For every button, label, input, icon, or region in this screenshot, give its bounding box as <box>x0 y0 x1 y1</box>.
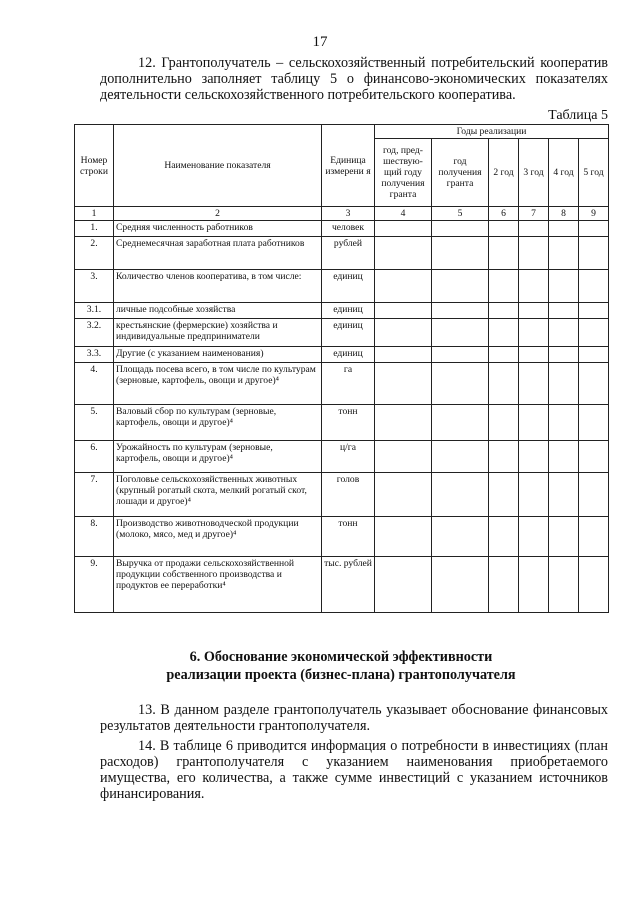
column-number: 7 <box>519 207 549 221</box>
row-number: 3. <box>75 270 114 303</box>
header-indicator: Наименование показателя <box>114 125 322 207</box>
row-unit: ц/га <box>322 441 375 473</box>
row-number: 3.1. <box>75 303 114 319</box>
row-number: 7. <box>75 473 114 517</box>
column-number: 3 <box>322 207 375 221</box>
table-row <box>75 347 609 363</box>
column-number: 2 <box>114 207 322 221</box>
table-row <box>75 303 609 319</box>
table-row <box>75 557 609 613</box>
row-number: 3.3. <box>75 347 114 363</box>
row-unit: тонн <box>322 405 375 441</box>
row-unit: единиц <box>322 319 375 347</box>
column-number: 1 <box>75 207 114 221</box>
header-year-5: 5 год <box>579 139 609 207</box>
row-number: 9. <box>75 557 114 613</box>
row-unit: единиц <box>322 270 375 303</box>
row-indicator: Выручка от продажи сельскохозяйственной продукции собственного производства и продуктов ее переработки⁴ <box>114 557 322 613</box>
row-unit: тыс. рублей <box>322 557 375 613</box>
row-indicator: крестьянские (фермерские) хозяйства и индивидуальные предприниматели <box>114 319 322 347</box>
header-row-number: Номер строки <box>75 125 114 207</box>
row-indicator: Количество членов кооператива, в том числе: <box>114 270 322 303</box>
table-row <box>75 319 609 347</box>
section-6-title <box>74 648 608 684</box>
row-indicator: Среднемесячная заработная плата работников <box>114 237 322 270</box>
table-row <box>75 221 609 237</box>
column-number: 9 <box>579 207 609 221</box>
section-6-title-line2: реализации проекта (бизнес-плана) грантополучателя <box>166 667 516 683</box>
table-5 <box>74 124 609 613</box>
section-6-title-line1: 6. Обоснование экономической эффективности <box>189 649 493 665</box>
header-year-grant: год получения гранта <box>432 139 489 207</box>
column-number: 8 <box>549 207 579 221</box>
paragraph-13: 13. В данном разделе грантополучатель указывает обоснование финансовых результатов деятельности грантополучателя. <box>100 702 608 734</box>
page-number: 17 <box>312 34 328 50</box>
column-number: 4 <box>375 207 432 221</box>
row-unit: единиц <box>322 303 375 319</box>
row-number: 5. <box>75 405 114 441</box>
row-indicator: Другие (с указанием наименования) <box>114 347 322 363</box>
row-unit: тонн <box>322 517 375 557</box>
header-unit: Единица измерени я <box>322 125 375 207</box>
header-years-group: Годы реализации <box>375 125 609 139</box>
table-label: Таблица 5 <box>548 108 608 123</box>
row-unit: человек <box>322 221 375 237</box>
row-number: 6. <box>75 441 114 473</box>
row-number: 1. <box>75 221 114 237</box>
row-unit: рублей <box>322 237 375 270</box>
table-row <box>75 473 609 517</box>
header-year-3: 3 год <box>519 139 549 207</box>
row-unit: га <box>322 363 375 405</box>
row-indicator: Урожайность по культурам (зерновые, картофель, овощи и другое)⁴ <box>114 441 322 473</box>
row-number: 4. <box>75 363 114 405</box>
row-indicator: Производство животноводческой продукции (молоко, мясо, мед и другое)⁴ <box>114 517 322 557</box>
header-year-2: 2 год <box>489 139 519 207</box>
table-row <box>75 441 609 473</box>
table-row <box>75 363 609 405</box>
row-unit: голов <box>322 473 375 517</box>
table-row <box>75 405 609 441</box>
column-number: 6 <box>489 207 519 221</box>
row-indicator: Поголовье сельскохозяйственных животных (крупный рогатый скота, мелкий рогатый скот, лошади и другое)⁴ <box>114 473 322 517</box>
table-row <box>75 517 609 557</box>
row-unit: единиц <box>322 347 375 363</box>
row-number: 2. <box>75 237 114 270</box>
row-indicator: Средняя численность работников <box>114 221 322 237</box>
row-indicator: Площадь посева всего, в том числе по культурам (зерновые, картофель, овощи и другое)⁴ <box>114 363 322 405</box>
row-number: 3.2. <box>75 319 114 347</box>
paragraph-12: 12. Грантополучатель – сельскохозяйственный потребительский кооператив дополнительно заполняет таблицу 5 о финансово-экономических показателях деятельности сельскохозяйственного потребительского кооператива. <box>100 55 608 103</box>
paragraph-14: 14. В таблице 6 приводится информация о потребности в инвестициях (план расходов) грантополучателя с указанием наименования приобретаемого имущества, его количества, а также сумме инвестиций с указанием источников финансирования. <box>100 738 608 802</box>
header-year-prev: год, пред-шествую-щий году получения гранта <box>375 139 432 207</box>
header-year-4: 4 год <box>549 139 579 207</box>
table-row <box>75 270 609 303</box>
row-indicator: Валовый сбор по культурам (зерновые, картофель, овощи и другое)⁴ <box>114 405 322 441</box>
row-indicator: личные подсобные хозяйства <box>114 303 322 319</box>
table-row <box>75 237 609 270</box>
column-number: 5 <box>432 207 489 221</box>
row-number: 8. <box>75 517 114 557</box>
